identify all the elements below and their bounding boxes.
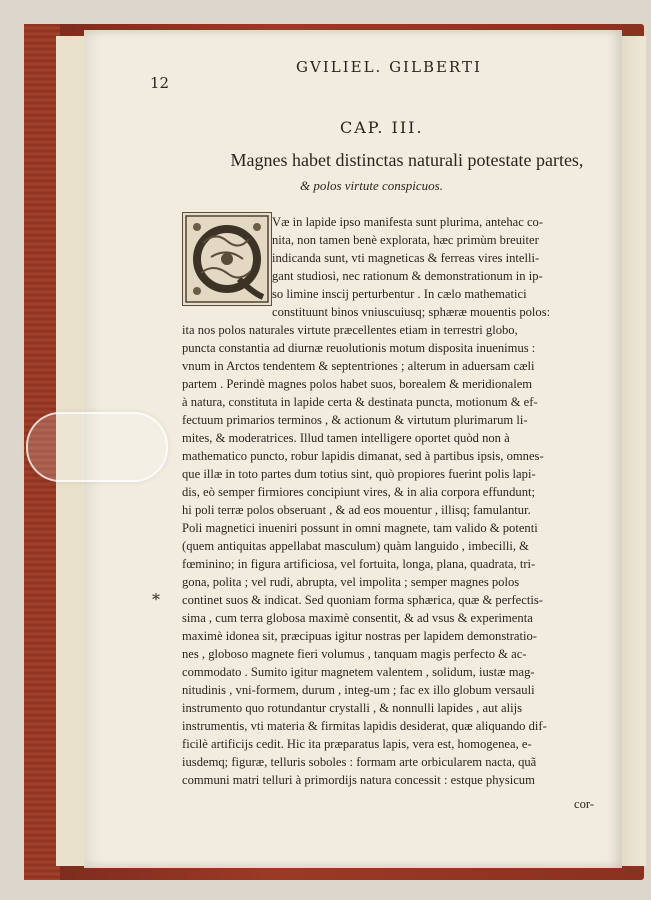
margin-asterisk: *: [152, 590, 160, 609]
body-line: instrumento quo rotundantur crystalli , & nonnulli lapides , aut alijs: [182, 701, 522, 715]
body-line: sima , cum terra globosa maximè consentit, & ad vsus & experimenta: [182, 611, 533, 625]
body-line: so limine inscij perturbentur . In cælo mathematici: [272, 287, 527, 301]
body-line: ficilè artificijs cedit. Hic ita præparatus lapis, vera est, homogenea, e-: [182, 737, 532, 751]
chapter-title: Magnes habet distinctas naturali potestate partes,: [230, 150, 584, 170]
body-line: fœminino; in figura artificiosa, vel fortuita, longa, plana, quadrata, tri-: [182, 557, 536, 571]
body-line: puncta constantia ad diurnæ reuolutionis motum disposita inuenimus :: [182, 341, 536, 355]
body-line: Væ in lapide ipso manifesta sunt plurima, antehac co-: [272, 215, 544, 229]
body-line: gant studiosi, nec rationum & demonstrationum in ip-: [272, 269, 543, 283]
body-line: iusdemq; figuræ, telluris soboles : formam arte orbicularem nacta, quã: [182, 755, 537, 769]
body-line: hi poli terræ polos obseruant , & ad eos mouentur , illisq; famulantur.: [182, 503, 531, 517]
chapter-heading: CAP. III.: [340, 118, 424, 137]
ornament-icon: [183, 213, 271, 305]
body-line: mathematico puncto, robur lapidis dimanat, sed à partibus ipsis, omnes-: [182, 449, 544, 463]
body-line: que illæ in toto partes dum totius sint, quò propiores fuerint polis lapi-: [182, 467, 536, 481]
body-line: commodato . Sumito igitur magnetem valentem , solidum, iustæ mag-: [182, 665, 535, 679]
chapter-subtitle: & polos virtute conspicuos.: [300, 178, 443, 193]
body-line: nitudinis , vni-formem, durum , integ-um ; fac ex illo globum versauli: [182, 683, 535, 697]
body-line: ita nos polos naturales virtute præcellentes etiam in terrestri globo,: [182, 323, 518, 337]
catchword: cor-: [574, 797, 595, 811]
body-line: indicanda sunt, vti magneticas & ferreas vires intelli-: [272, 251, 540, 265]
body-line: vnum in Arctos tendentem & septentriones ; alterum in aduersam cæli: [182, 359, 535, 373]
body-line: nes , globoso magnete fieri volumus , tanquam magis perfecto & ac-: [182, 647, 527, 661]
body-line: dis, eò semper firmiores concipiunt vires, & in alia corpora effundunt;: [182, 485, 535, 499]
body-line: Poli magnetici inueniri possunt in omni magnete, tam valido & potenti: [182, 521, 538, 535]
body-line: partem . Perindè magnes polos habet suos, borealem & meridionalem: [182, 377, 533, 391]
body-line: maximè idonea sit, præcipuas igitur nostras per lapidem demonstratio-: [182, 629, 537, 643]
running-head: GVILIEL. GILBERTI: [296, 58, 482, 76]
body-line: constituunt binos vniuscuiusq; sphæræ mouentis polos:: [272, 305, 551, 319]
page-number: 12: [150, 74, 170, 92]
body-line: communi matri telluri à primordijs natura concessit : estque physicum: [182, 773, 535, 787]
body-line: gona, polita ; vel rudi, abrupta, vel impolita ; semper magnes polos: [182, 575, 520, 589]
body-line: à natura, constituta in lapide certa & destinata puncta, motionum & ef-: [182, 395, 538, 409]
decorated-initial-q: [182, 212, 272, 306]
body-line: (quem antiquitas appellabat masculum) quàm languido , imbecilli, &: [182, 539, 529, 553]
body-line: mites, & moderatrices. Illud tamen intelligere oportet quòd non à: [182, 431, 510, 445]
body-line: fectuum primarios terminos , & actionum & virtutum plurimarum li-: [182, 413, 528, 427]
body-line: continet suos & indicat. Sed quoniam forma sphærica, quæ & perfectis-: [182, 593, 543, 607]
body-line: instrumentis, vti materia & firmitas lapidis desiderat, quæ aliquando dif-: [182, 719, 547, 733]
body-line: nita, non tamen benè explorata, hæc primùm breuiter: [272, 233, 539, 247]
page-clip: [26, 412, 168, 482]
